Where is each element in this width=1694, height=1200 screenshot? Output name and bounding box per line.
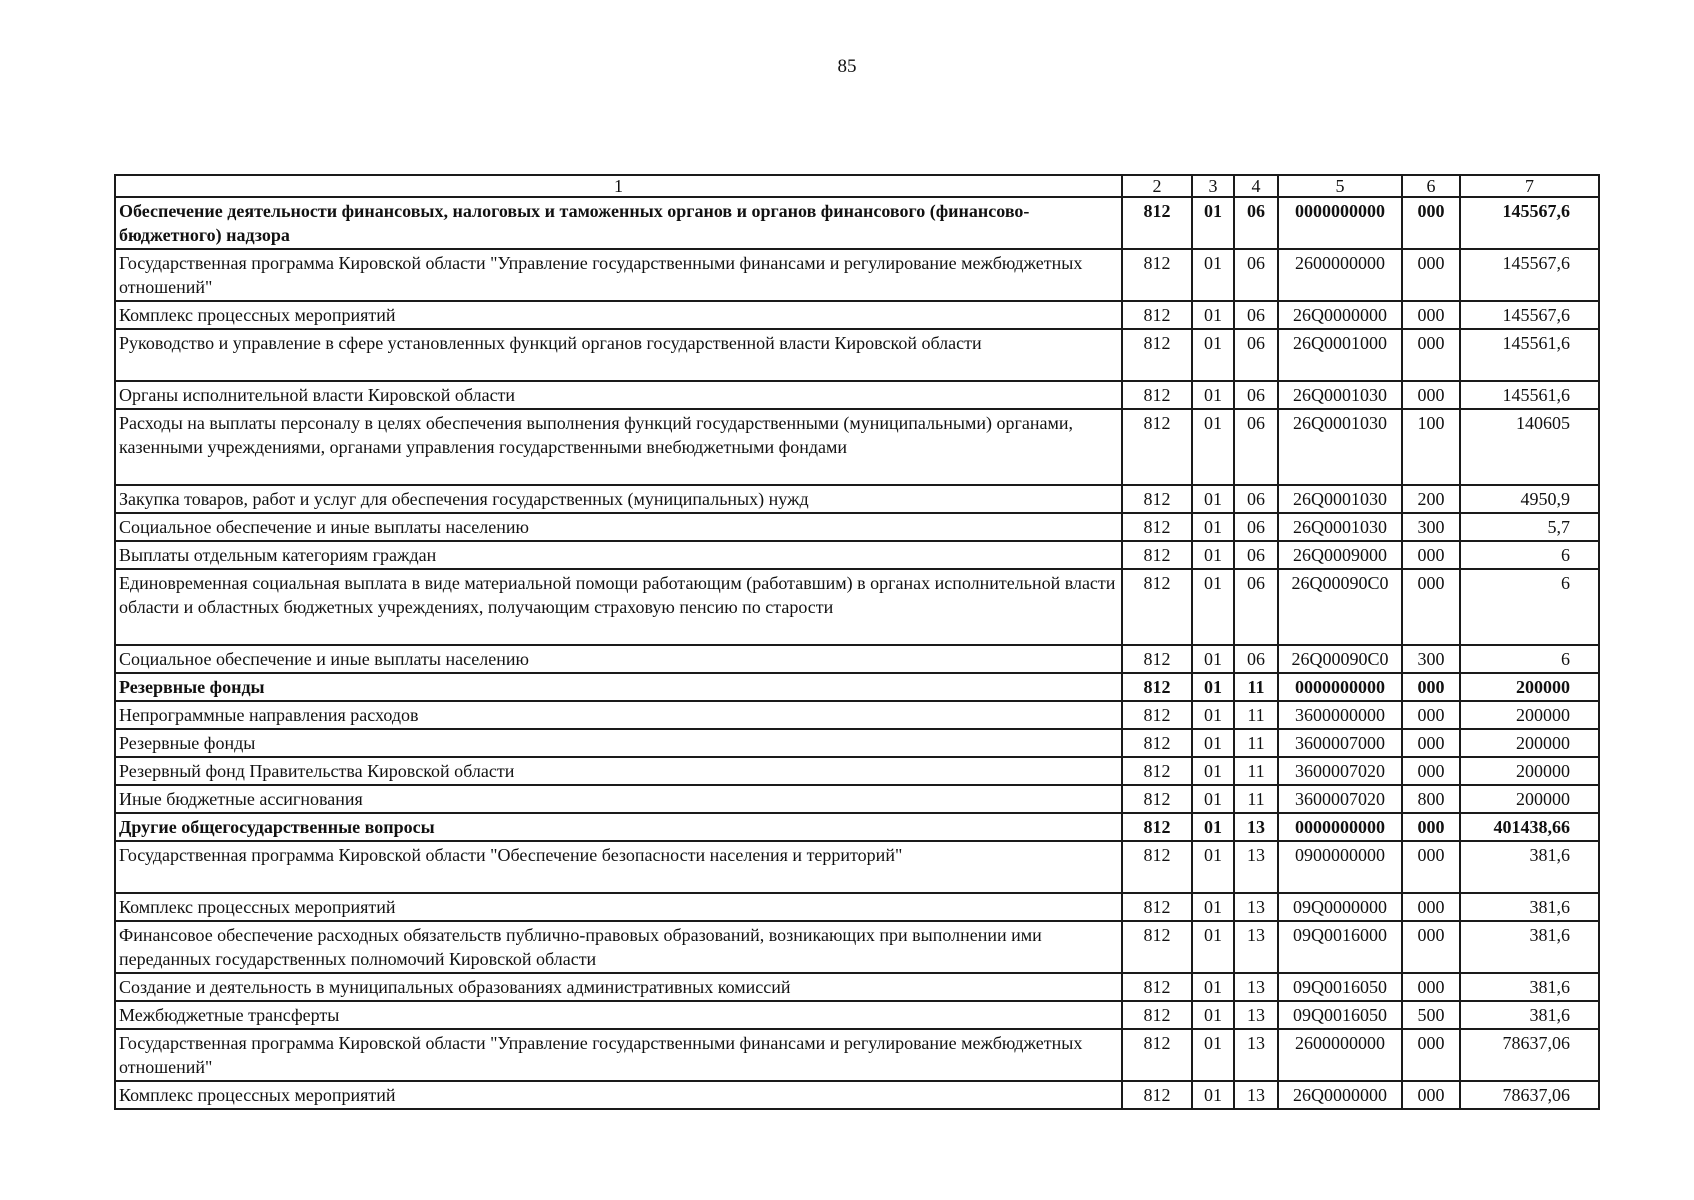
- code-expense-type-cell: 000: [1402, 921, 1460, 973]
- table-row: [115, 645, 1599, 673]
- row-name-cell: Органы исполнительной власти Кировской области: [115, 381, 1122, 409]
- code-expense-type-cell: 000: [1402, 813, 1460, 841]
- code-target-item-cell: 0000000000: [1278, 197, 1402, 249]
- code-admin-cell: 812: [1122, 513, 1192, 541]
- code-section-cell: 01: [1192, 973, 1234, 1001]
- code-admin-cell: 812: [1122, 757, 1192, 785]
- code-section-cell: 01: [1192, 673, 1234, 701]
- amount-cell: 78637,06: [1460, 1029, 1599, 1081]
- code-admin-cell: 812: [1122, 249, 1192, 301]
- amount-cell: 200000: [1460, 729, 1599, 757]
- code-admin-cell: 812: [1122, 197, 1192, 249]
- amount-cell: 145567,6: [1460, 197, 1599, 249]
- code-target-item-cell: 26Q0009000: [1278, 541, 1402, 569]
- table-row: [115, 729, 1599, 757]
- table-header-row: [115, 175, 1599, 197]
- code-expense-type-cell: 000: [1402, 673, 1460, 701]
- code-expense-type-cell: 000: [1402, 329, 1460, 381]
- amount-cell: 6: [1460, 569, 1599, 645]
- code-section-cell: 01: [1192, 645, 1234, 673]
- row-name-cell: Закупка товаров, работ и услуг для обеспечения государственных (муниципальных) нужд: [115, 485, 1122, 513]
- row-name-cell: Выплаты отдельным категориям граждан: [115, 541, 1122, 569]
- code-subsection-cell: 06: [1234, 329, 1278, 381]
- code-admin-cell: 812: [1122, 1081, 1192, 1109]
- code-admin-cell: 812: [1122, 973, 1192, 1001]
- table-row: [115, 381, 1599, 409]
- code-target-item-cell: 3600007000: [1278, 729, 1402, 757]
- code-admin-cell: 812: [1122, 813, 1192, 841]
- code-target-item-cell: 26Q0001030: [1278, 381, 1402, 409]
- code-admin-cell: 812: [1122, 541, 1192, 569]
- code-expense-type-cell: 000: [1402, 249, 1460, 301]
- code-admin-cell: 812: [1122, 701, 1192, 729]
- column-header: 5: [1278, 175, 1402, 197]
- code-section-cell: 01: [1192, 329, 1234, 381]
- code-subsection-cell: 11: [1234, 701, 1278, 729]
- table-row: [115, 973, 1599, 1001]
- table-row: [115, 513, 1599, 541]
- row-name-cell: Единовременная социальная выплата в виде материальной помощи работающим (работавшим) в органах исполнительной власти области и областных бюджетных учреждениях, получающим страховую пенсию по старости: [115, 569, 1122, 645]
- amount-cell: 78637,06: [1460, 1081, 1599, 1109]
- code-subsection-cell: 06: [1234, 409, 1278, 485]
- table-row: [115, 249, 1599, 301]
- code-target-item-cell: 26Q00090C0: [1278, 569, 1402, 645]
- code-expense-type-cell: 000: [1402, 197, 1460, 249]
- code-target-item-cell: 26Q0001030: [1278, 513, 1402, 541]
- code-expense-type-cell: 000: [1402, 1029, 1460, 1081]
- row-name-cell: Расходы на выплаты персоналу в целях обеспечения выполнения функций государственными (муниципальными) органами, казенными учреждениями, органами управления государственными внебюджетными фондами: [115, 409, 1122, 485]
- code-admin-cell: 812: [1122, 1001, 1192, 1029]
- table-row: [115, 1001, 1599, 1029]
- code-section-cell: 01: [1192, 301, 1234, 329]
- code-admin-cell: 812: [1122, 329, 1192, 381]
- code-section-cell: 01: [1192, 1029, 1234, 1081]
- table-row: [115, 1081, 1599, 1109]
- code-target-item-cell: 26Q0001000: [1278, 329, 1402, 381]
- code-target-item-cell: 26Q0000000: [1278, 301, 1402, 329]
- code-subsection-cell: 06: [1234, 485, 1278, 513]
- code-expense-type-cell: 000: [1402, 381, 1460, 409]
- amount-cell: 381,6: [1460, 841, 1599, 893]
- code-admin-cell: 812: [1122, 893, 1192, 921]
- code-subsection-cell: 13: [1234, 893, 1278, 921]
- code-subsection-cell: 06: [1234, 569, 1278, 645]
- row-name-cell: Резервный фонд Правительства Кировской области: [115, 757, 1122, 785]
- code-subsection-cell: 13: [1234, 921, 1278, 973]
- amount-cell: 5,7: [1460, 513, 1599, 541]
- table-row: [115, 893, 1599, 921]
- row-name-cell: Комплекс процессных мероприятий: [115, 893, 1122, 921]
- code-expense-type-cell: 000: [1402, 893, 1460, 921]
- code-section-cell: 01: [1192, 729, 1234, 757]
- budget-table: [114, 174, 1600, 1110]
- code-admin-cell: 812: [1122, 673, 1192, 701]
- code-expense-type-cell: 000: [1402, 701, 1460, 729]
- code-expense-type-cell: 300: [1402, 645, 1460, 673]
- code-subsection-cell: 13: [1234, 813, 1278, 841]
- table-row: [115, 569, 1599, 645]
- code-admin-cell: 812: [1122, 1029, 1192, 1081]
- code-admin-cell: 812: [1122, 409, 1192, 485]
- code-target-item-cell: 0000000000: [1278, 813, 1402, 841]
- code-target-item-cell: 26Q0000000: [1278, 1081, 1402, 1109]
- code-section-cell: 01: [1192, 513, 1234, 541]
- code-expense-type-cell: 500: [1402, 1001, 1460, 1029]
- code-target-item-cell: 3600000000: [1278, 701, 1402, 729]
- code-target-item-cell: 26Q0001030: [1278, 485, 1402, 513]
- amount-cell: 200000: [1460, 701, 1599, 729]
- table-row: [115, 301, 1599, 329]
- row-name-cell: Иные бюджетные ассигнования: [115, 785, 1122, 813]
- code-subsection-cell: 06: [1234, 197, 1278, 249]
- code-target-item-cell: 0900000000: [1278, 841, 1402, 893]
- table-row: [115, 701, 1599, 729]
- row-name-cell: Непрограммные направления расходов: [115, 701, 1122, 729]
- code-section-cell: 01: [1192, 813, 1234, 841]
- code-expense-type-cell: 000: [1402, 569, 1460, 645]
- row-name-cell: Государственная программа Кировской области "Управление государственными финансами и регулирование межбюджетных отношений": [115, 249, 1122, 301]
- row-name-cell: Финансовое обеспечение расходных обязательств публично-правовых образований, возникающих при выполнении ими переданных государственных полномочий Кировской области: [115, 921, 1122, 973]
- code-section-cell: 01: [1192, 381, 1234, 409]
- code-admin-cell: 812: [1122, 381, 1192, 409]
- amount-cell: 381,6: [1460, 921, 1599, 973]
- row-name-cell: Социальное обеспечение и иные выплаты населению: [115, 513, 1122, 541]
- column-header: 6: [1402, 175, 1460, 197]
- column-header: 3: [1192, 175, 1234, 197]
- code-section-cell: 01: [1192, 921, 1234, 973]
- table-body: [115, 197, 1599, 1109]
- code-section-cell: 01: [1192, 249, 1234, 301]
- code-section-cell: 01: [1192, 409, 1234, 485]
- code-section-cell: 01: [1192, 893, 1234, 921]
- code-expense-type-cell: 000: [1402, 973, 1460, 1001]
- code-target-item-cell: 09Q0016050: [1278, 1001, 1402, 1029]
- code-section-cell: 01: [1192, 197, 1234, 249]
- code-section-cell: 01: [1192, 1001, 1234, 1029]
- table-row: [115, 921, 1599, 973]
- code-expense-type-cell: 800: [1402, 785, 1460, 813]
- row-name-cell: Другие общегосударственные вопросы: [115, 813, 1122, 841]
- code-subsection-cell: 11: [1234, 757, 1278, 785]
- code-subsection-cell: 11: [1234, 729, 1278, 757]
- code-expense-type-cell: 000: [1402, 541, 1460, 569]
- amount-cell: 381,6: [1460, 893, 1599, 921]
- row-name-cell: Социальное обеспечение и иные выплаты населению: [115, 645, 1122, 673]
- code-expense-type-cell: 000: [1402, 729, 1460, 757]
- code-subsection-cell: 13: [1234, 1081, 1278, 1109]
- table-row: [115, 673, 1599, 701]
- table-row: [115, 409, 1599, 485]
- code-expense-type-cell: 000: [1402, 301, 1460, 329]
- code-section-cell: 01: [1192, 701, 1234, 729]
- code-target-item-cell: 3600007020: [1278, 785, 1402, 813]
- amount-cell: 381,6: [1460, 973, 1599, 1001]
- code-subsection-cell: 06: [1234, 541, 1278, 569]
- code-admin-cell: 812: [1122, 785, 1192, 813]
- code-subsection-cell: 11: [1234, 785, 1278, 813]
- amount-cell: 401438,66: [1460, 813, 1599, 841]
- table-row: [115, 485, 1599, 513]
- row-name-cell: Комплекс процессных мероприятий: [115, 1081, 1122, 1109]
- row-name-cell: Государственная программа Кировской области "Обеспечение безопасности населения и территорий": [115, 841, 1122, 893]
- code-section-cell: 01: [1192, 541, 1234, 569]
- code-section-cell: 01: [1192, 841, 1234, 893]
- code-target-item-cell: 09Q0016050: [1278, 973, 1402, 1001]
- page-number: 85: [837, 56, 857, 77]
- code-section-cell: 01: [1192, 569, 1234, 645]
- row-name-cell: Руководство и управление в сфере установленных функций органов государственной власти Кировской области: [115, 329, 1122, 381]
- code-admin-cell: 812: [1122, 921, 1192, 973]
- row-name-cell: Комплекс процессных мероприятий: [115, 301, 1122, 329]
- code-target-item-cell: 2600000000: [1278, 1029, 1402, 1081]
- row-name-cell: Резервные фонды: [115, 673, 1122, 701]
- code-admin-cell: 812: [1122, 841, 1192, 893]
- code-admin-cell: 812: [1122, 729, 1192, 757]
- code-subsection-cell: 13: [1234, 1001, 1278, 1029]
- amount-cell: 145561,6: [1460, 329, 1599, 381]
- code-expense-type-cell: 300: [1402, 513, 1460, 541]
- code-subsection-cell: 06: [1234, 381, 1278, 409]
- code-admin-cell: 812: [1122, 569, 1192, 645]
- amount-cell: 6: [1460, 541, 1599, 569]
- table-row: [115, 785, 1599, 813]
- column-header: 1: [115, 175, 1122, 197]
- code-target-item-cell: 09Q0000000: [1278, 893, 1402, 921]
- code-section-cell: 01: [1192, 785, 1234, 813]
- table-row: [115, 541, 1599, 569]
- row-name-cell: Межбюджетные трансферты: [115, 1001, 1122, 1029]
- code-section-cell: 01: [1192, 757, 1234, 785]
- code-subsection-cell: 13: [1234, 973, 1278, 1001]
- code-expense-type-cell: 000: [1402, 757, 1460, 785]
- code-subsection-cell: 06: [1234, 513, 1278, 541]
- code-expense-type-cell: 100: [1402, 409, 1460, 485]
- code-target-item-cell: 09Q0016000: [1278, 921, 1402, 973]
- column-header: 7: [1460, 175, 1599, 197]
- code-subsection-cell: 06: [1234, 249, 1278, 301]
- column-header: 2: [1122, 175, 1192, 197]
- table-row: [115, 841, 1599, 893]
- table-row: [115, 757, 1599, 785]
- code-admin-cell: 812: [1122, 301, 1192, 329]
- amount-cell: 145567,6: [1460, 301, 1599, 329]
- code-expense-type-cell: 200: [1402, 485, 1460, 513]
- amount-cell: 200000: [1460, 673, 1599, 701]
- amount-cell: 6: [1460, 645, 1599, 673]
- code-subsection-cell: 06: [1234, 301, 1278, 329]
- table-row: [115, 329, 1599, 381]
- table-row: [115, 813, 1599, 841]
- amount-cell: 200000: [1460, 757, 1599, 785]
- row-name-cell: Резервные фонды: [115, 729, 1122, 757]
- code-target-item-cell: 0000000000: [1278, 673, 1402, 701]
- amount-cell: 4950,9: [1460, 485, 1599, 513]
- code-section-cell: 01: [1192, 485, 1234, 513]
- code-expense-type-cell: 000: [1402, 841, 1460, 893]
- row-name-cell: Создание и деятельность в муниципальных образованиях административных комиссий: [115, 973, 1122, 1001]
- code-expense-type-cell: 000: [1402, 1081, 1460, 1109]
- code-section-cell: 01: [1192, 1081, 1234, 1109]
- amount-cell: 145561,6: [1460, 381, 1599, 409]
- amount-cell: 145567,6: [1460, 249, 1599, 301]
- amount-cell: 140605: [1460, 409, 1599, 485]
- code-subsection-cell: 06: [1234, 645, 1278, 673]
- table-row: [115, 197, 1599, 249]
- row-name-cell: Государственная программа Кировской области "Управление государственными финансами и регулирование межбюджетных отношений": [115, 1029, 1122, 1081]
- amount-cell: 200000: [1460, 785, 1599, 813]
- code-admin-cell: 812: [1122, 645, 1192, 673]
- code-admin-cell: 812: [1122, 485, 1192, 513]
- code-subsection-cell: 13: [1234, 1029, 1278, 1081]
- amount-cell: 381,6: [1460, 1001, 1599, 1029]
- row-name-cell: Обеспечение деятельности финансовых, налоговых и таможенных органов и органов финансового (финансово-бюджетного) надзора: [115, 197, 1122, 249]
- code-subsection-cell: 13: [1234, 841, 1278, 893]
- code-subsection-cell: 11: [1234, 673, 1278, 701]
- code-target-item-cell: 2600000000: [1278, 249, 1402, 301]
- column-header: 4: [1234, 175, 1278, 197]
- code-target-item-cell: 3600007020: [1278, 757, 1402, 785]
- code-target-item-cell: 26Q00090C0: [1278, 645, 1402, 673]
- table-row: [115, 1029, 1599, 1081]
- code-target-item-cell: 26Q0001030: [1278, 409, 1402, 485]
